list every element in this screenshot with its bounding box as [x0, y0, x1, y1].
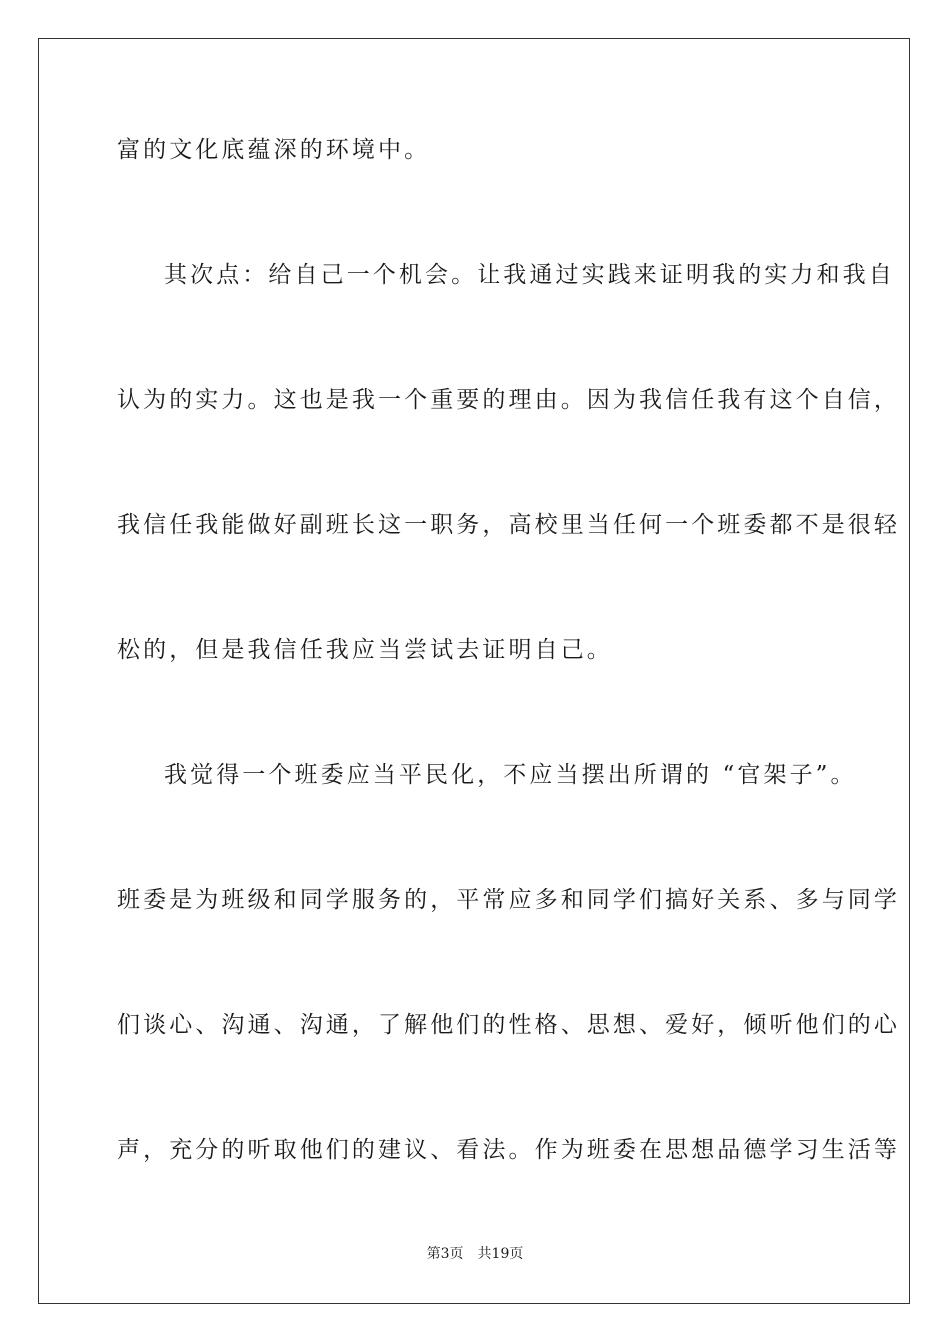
body-text-line: 认为的实力。这也是我一个重要的理由。因为我信任我有这个自信，: [117, 387, 900, 413]
page-frame: [38, 38, 910, 1304]
page-number: 第3页: [426, 1246, 464, 1262]
body-text-line: 我信任我能做好副班长这一职务，高校里当任何一个班委都不是很轻: [117, 512, 900, 538]
body-text-line: 其次点：给自己一个机会。让我通过实践来证明我的实力和我自: [164, 262, 895, 288]
body-text-line: 声，充分的听取他们的建议、看法。作为班委在思想品德学习生活等: [117, 1137, 900, 1163]
body-text-line: 我觉得一个班委应当平民化，不应当摆出所谓的 “官架子”。: [164, 762, 857, 788]
page-footer: [0, 1245, 950, 1263]
body-text-line: 班委是为班级和同学服务的，平常应多和同学们搞好关系、多与同学: [117, 887, 900, 913]
body-text-line: 富的文化底蕴深的环境中。: [117, 137, 431, 163]
page-total: 共19页: [477, 1246, 524, 1262]
body-text-line: 松的，但是我信任我应当尝试去证明自己。: [117, 637, 613, 663]
body-text-line: 们谈心、沟通、沟通，了解他们的性格、思想、爱好，倾听他们的心: [117, 1012, 900, 1038]
